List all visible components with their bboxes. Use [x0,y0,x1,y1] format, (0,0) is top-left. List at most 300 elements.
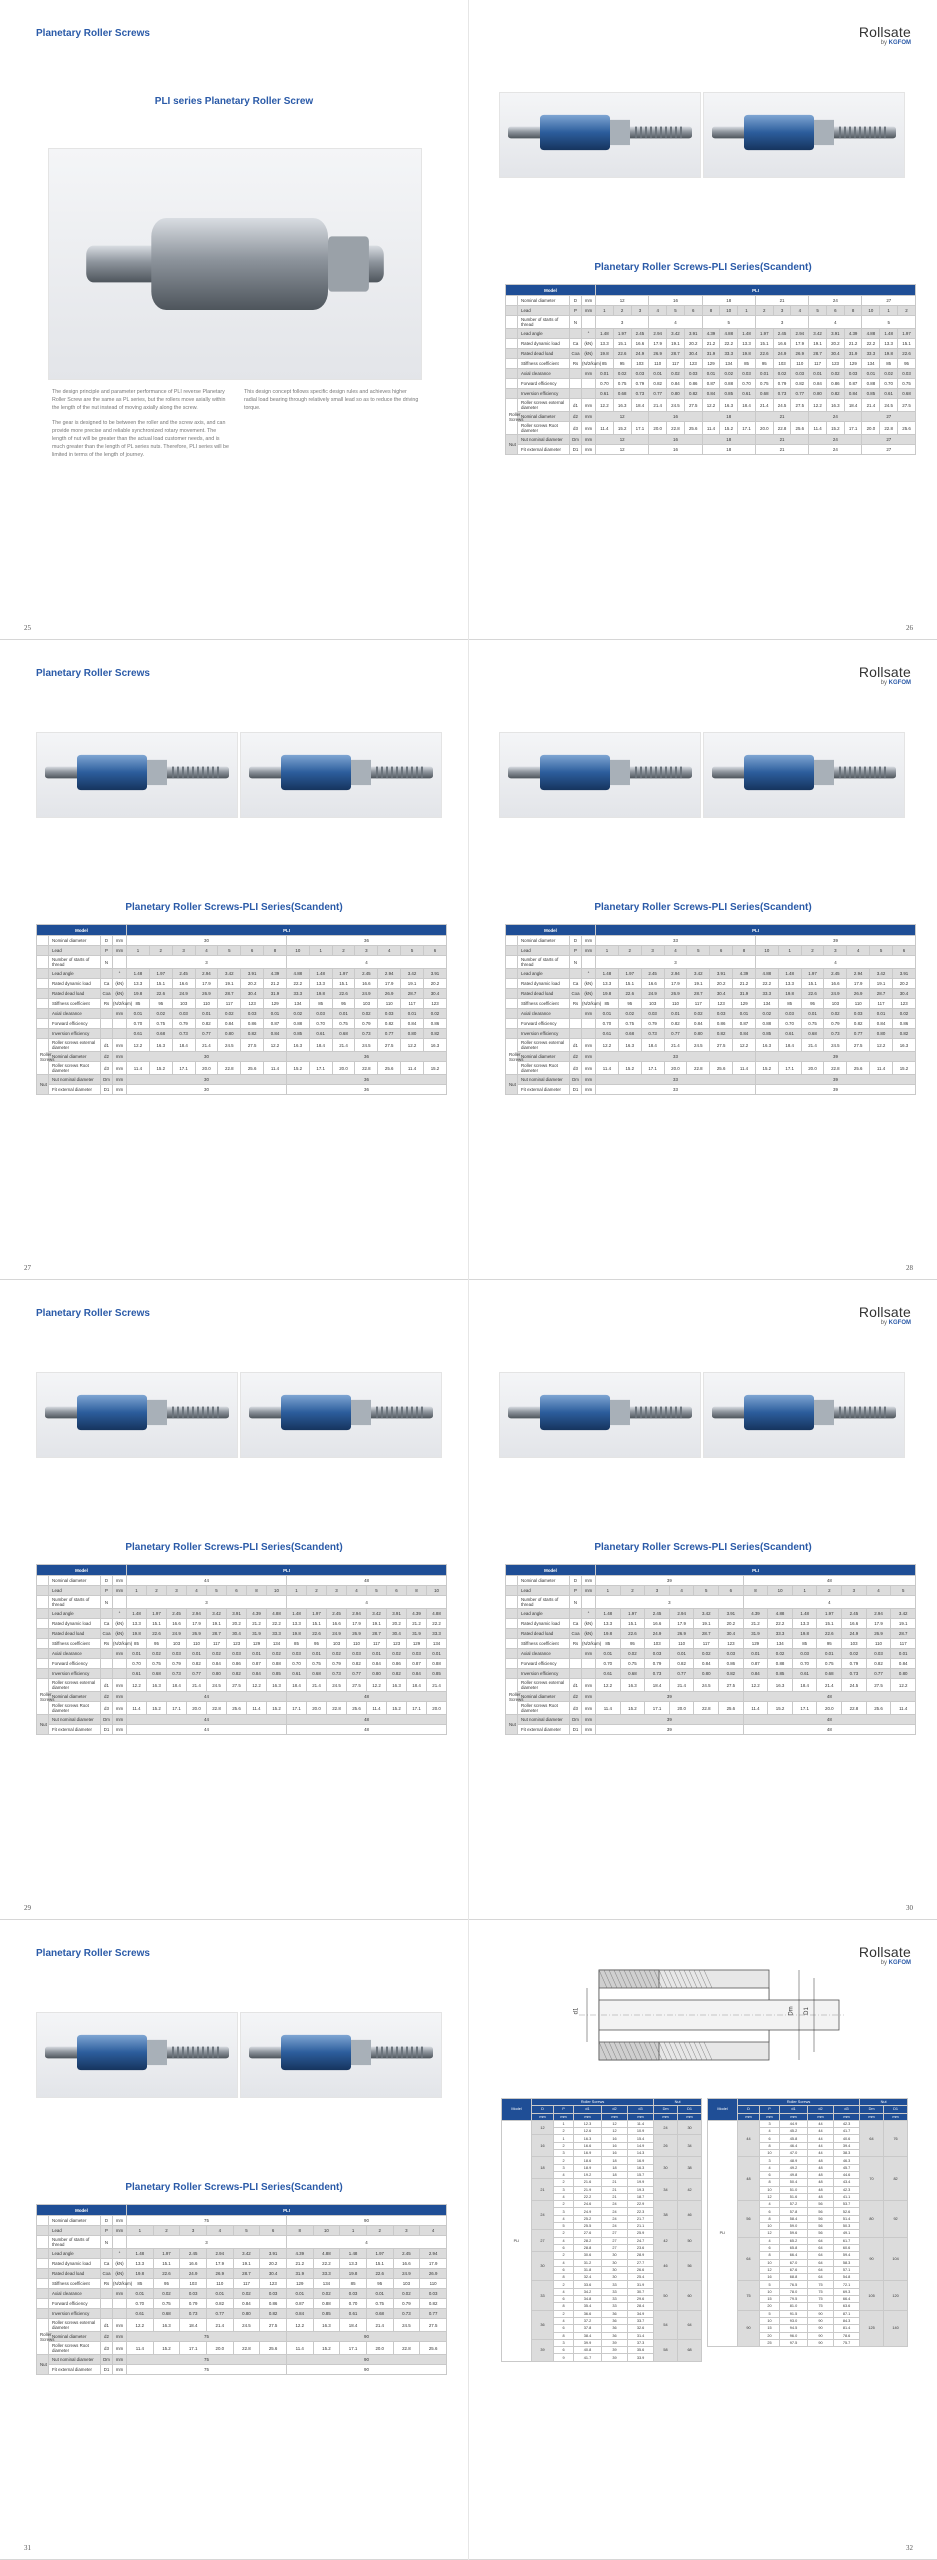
value-cell: 19.3 [628,2186,654,2193]
value-cell: 21.2 [247,1619,267,1629]
value-cell: 0.68 [332,1029,355,1039]
row-label: Lead [49,946,101,956]
nut-d1-cell: 68 [678,2339,702,2361]
row-label: Nominal diameter [518,1692,570,1702]
value-cell: 1.48 [127,969,150,979]
value-cell: 0.68 [153,2309,180,2319]
spec-row [37,1669,447,1679]
value-cell: 3.42 [218,969,241,979]
value-cell: 1 [127,2226,154,2236]
value-cell: 21.4 [206,2319,233,2332]
row-symbol [570,379,582,389]
row-symbol: Dm [570,1715,582,1725]
value-cell: 19.1 [207,1619,227,1629]
blank-cell [506,389,518,399]
diameter-cell: 24 [809,296,862,306]
value-cell: 4.39 [702,329,720,339]
value-cell: 20.2 [892,979,915,989]
value-cell: 1.97 [153,2249,180,2259]
value-cell: 21.4 [332,1039,355,1052]
header-unit: mm [884,2113,908,2120]
value-cell: 6 [554,2347,574,2354]
value-cell: 13.3 [127,979,150,989]
value-cell: 1 [596,1586,621,1596]
value-cell: 26.9 [866,1629,891,1639]
row-symbol: d1 [101,2319,113,2332]
value-cell: 0.03 [227,1649,247,1659]
spec-row [506,399,916,412]
row-label: Fit external diameter [49,1725,101,1735]
value-cell: 0.82 [387,1669,407,1679]
value-cell: 0.02 [687,1009,710,1019]
nut-section-drawing [559,1960,849,2070]
blank-cell [506,1596,518,1609]
value-cell: 0.82 [423,1029,446,1039]
value-cell: 2 [332,946,355,956]
grouped-cell: 4 [287,1596,447,1609]
value-cell: 21.4 [195,1039,218,1052]
spec-row [506,979,916,989]
value-cell: 0.84 [694,1659,719,1669]
value-cell: 41.7 [574,2354,602,2361]
row-label: Forward efficiency [49,1019,101,1029]
value-cell: 0.03 [180,2289,207,2299]
model-cell: PLI [502,2120,532,2361]
row-symbol: N [570,316,582,329]
value-cell: 103 [773,359,791,369]
catalog-page-left [0,1920,468,2560]
value-cell: 57.2 [780,2201,808,2208]
value-cell: 17.9 [669,1619,694,1629]
group-label: Roller Screws [37,1039,49,1075]
header-symbol: D1 [678,2106,702,2113]
value-cell: 8 [760,2215,780,2222]
value-cell: 17.1 [645,1702,670,1715]
value-cell: 110 [187,1639,207,1649]
row-symbol: N [101,2236,113,2249]
row-label: Nut nominal diameter [49,1075,101,1085]
value-cell: 32.6 [628,2325,654,2332]
value-cell: 27.7 [628,2259,654,2266]
row-label: Number of starts of thread [518,316,570,329]
value-cell: 25.6 [378,1062,401,1075]
value-cell: 0.03 [719,1649,744,1659]
value-cell: 16.3 [286,1039,309,1052]
value-cell: 0.79 [641,1019,664,1029]
value-cell: 3 [172,946,195,956]
value-cell: 6 [719,1586,744,1596]
blank-cell [37,2259,49,2269]
value-cell: 17.1 [167,1702,187,1715]
value-cell: 64 [808,2237,834,2244]
page-number: 25 [24,624,31,632]
value-cell: 0.80 [667,389,685,399]
row-unit: mm [113,2226,127,2236]
value-cell: 6 [760,2208,780,2215]
value-cell: 0.68 [898,389,916,399]
row-symbol: d3 [570,1062,582,1075]
row-label: Stiffness coefficient [518,999,570,1009]
row-unit: (kN) [113,1619,127,1629]
value-cell: 0.77 [206,2309,233,2319]
spec-row [37,1692,447,1702]
value-cell: 0.02 [618,1009,641,1019]
value-cell: 3.91 [892,969,915,979]
value-cell: 12.2 [286,2319,313,2332]
value-cell: 12 [760,2266,780,2273]
value-cell: 16.3 [153,2319,180,2332]
value-cell: 0.77 [664,1029,687,1039]
value-cell: 0.02 [826,369,844,379]
value-cell: 30.6 [574,2252,602,2259]
value-cell: 4 [187,1586,207,1596]
value-cell: 22.2 [313,2259,340,2269]
value-cell: 28.8 [574,2244,602,2251]
value-cell: 3.42 [367,1609,387,1619]
value-cell: 94.5 [780,2325,808,2332]
blank-cell [506,1619,518,1629]
value-cell: 0.86 [241,1019,264,1029]
spec-row [506,1649,916,1659]
value-cell: 10 [755,946,778,956]
value-cell: 0.03 [340,2289,367,2299]
value-cell: 35.6 [628,2347,654,2354]
value-cell: 110 [847,999,870,1009]
value-cell: 49.1 [834,2230,860,2237]
row-symbol: Dm [101,2355,113,2365]
row-unit: mm [113,2216,127,2226]
value-cell: 12 [760,2230,780,2237]
row-label: Rated dynamic load [518,1619,570,1629]
nut-dm-cell: 105 [860,2281,884,2310]
value-cell: 25.9 [628,2230,654,2237]
table-row [502,2230,702,2237]
value-cell: 52.6 [834,2208,860,2215]
value-cell: 20.2 [710,979,733,989]
spec-header-model: Model [37,1565,127,1576]
row-label: Lead [49,1586,101,1596]
spec-row [506,422,916,435]
value-cell: 0.80 [687,1029,710,1039]
value-cell: 17.1 [641,1062,664,1075]
value-cell: 17.1 [287,1702,307,1715]
catalog-page-right [469,640,937,1280]
value-cell: 10.9 [628,2128,654,2135]
value-cell: 0.88 [267,1659,287,1669]
value-cell: 2.45 [393,2249,420,2259]
table-row [708,2237,908,2244]
value-cell: 30.4 [260,2269,287,2279]
value-cell: 24 [602,2223,628,2230]
row-symbol: Coa [570,989,582,999]
value-cell: 19.1 [218,979,241,989]
value-cell: 1 [127,1586,147,1596]
row-symbol: d2 [570,1052,582,1062]
value-cell: 2.45 [172,969,195,979]
value-cell: 5 [401,946,424,956]
value-cell: 6 [892,946,915,956]
value-cell: 16.6 [631,339,649,349]
value-cell: 21.2 [844,339,862,349]
value-cell: 0.87 [407,1659,427,1669]
value-cell: 0.73 [167,1669,187,1679]
value-cell: 4 [669,1586,694,1596]
diameter-cell: 44 [738,2120,760,2156]
value-cell: 0.80 [367,1669,387,1679]
value-cell: 20.2 [423,979,446,989]
value-cell: 21.4 [664,1039,687,1052]
value-cell: 3 [554,2208,574,2215]
row-unit: mm [113,1725,127,1735]
value-cell: 2.94 [195,969,218,979]
blank-cell [506,999,518,1009]
row-symbol: d3 [570,1702,582,1715]
value-cell: 0.86 [387,1659,407,1669]
value-cell: 1.48 [127,1609,147,1619]
row-symbol [101,2299,113,2309]
value-cell: 19.8 [287,1629,307,1639]
value-cell: 0.70 [596,1659,621,1669]
value-cell: 39.9 [574,2339,602,2346]
value-cell: 6 [423,946,446,956]
row-label: Fit external diameter [518,445,570,455]
spec-header-series: PLI [596,1565,916,1576]
value-cell: 36 [602,2317,628,2324]
value-cell: 0.61 [127,1029,150,1039]
spec-row [506,445,916,455]
spec-row [37,2236,447,2249]
row-label: Rated dynamic load [49,1619,101,1629]
blank-cell [506,1659,518,1669]
value-cell: 21.4 [862,399,880,412]
value-cell: 16.6 [645,1619,670,1629]
value-cell: 4 [554,2193,574,2200]
row-symbol: Ca [570,339,582,349]
value-cell: 18 [602,2157,628,2164]
value-cell: 5 [367,1586,387,1596]
spec-row [506,1629,916,1639]
value-cell: 22.8 [687,1062,710,1075]
value-cell: 6 [241,946,264,956]
value-cell: 103 [641,999,664,1009]
value-cell: 20.0 [332,1062,355,1075]
blank-cell [37,1639,49,1649]
blank-cell [37,2236,49,2249]
value-cell: 27.5 [684,399,702,412]
value-cell: 42.3 [834,2120,860,2127]
spec-row [37,2355,447,2365]
value-cell: 134 [267,1639,287,1649]
value-cell: 69.3 [834,2288,860,2295]
value-cell: 56 [808,2230,834,2237]
diameter-cell: 90 [738,2310,760,2346]
spec-row [37,1019,447,1029]
row-unit: mm [113,1702,127,1715]
value-cell: 0.82 [649,379,667,389]
value-cell: 21.2 [733,979,756,989]
value-cell: 103 [327,1639,347,1649]
blank-cell [37,2216,49,2226]
value-cell: 16.3 [826,399,844,412]
row-unit [582,1659,596,1669]
value-cell: 12.2 [127,1039,150,1052]
value-cell: 22.8 [880,422,898,435]
value-cell: 0.80 [891,1669,916,1679]
value-cell: 1.48 [127,2249,154,2259]
value-cell: 14.9 [628,2142,654,2149]
value-cell: 15.7 [628,2171,654,2178]
value-cell: 1.48 [309,969,332,979]
value-cell: 10 [760,2288,780,2295]
value-cell: 0.79 [631,379,649,389]
row-unit: (N/2/kum) [113,1639,127,1649]
grouped-cell: 4 [755,956,915,969]
value-cell: 16.3 [620,1679,645,1692]
value-cell: 123 [423,999,446,1009]
header-roller-screws: Roller Screws [738,2099,860,2106]
row-symbol: Ca [101,2259,113,2269]
value-cell: 85 [287,1639,307,1649]
value-cell: 13.3 [309,979,332,989]
row-label: Lead [518,946,570,956]
spec-row [506,946,916,956]
product-photo-left [499,92,701,178]
value-cell: 12.2 [809,399,827,412]
value-cell: 22.3 [628,2208,654,2215]
value-cell: 0.88 [286,1019,309,1029]
value-cell: 24.5 [207,1679,227,1692]
value-cell: 0.75 [366,2299,393,2309]
value-cell: 0.84 [218,1019,241,1029]
value-cell: 46.4 [780,2142,808,2149]
value-cell: 14.3 [628,2150,654,2157]
value-cell: 0.84 [264,1029,287,1039]
value-cell: 75.7 [834,2339,860,2346]
row-symbol: d3 [101,1062,113,1075]
value-cell: 3 [355,946,378,956]
value-cell: 103 [393,2279,420,2289]
value-cell: 1.97 [898,329,916,339]
value-cell: 11.4 [596,1062,619,1075]
blank-cell [37,2269,49,2279]
row-unit [113,2309,127,2319]
value-cell: 72.1 [834,2281,860,2288]
value-cell: 22.2 [427,1619,447,1629]
product-photo-left [36,1372,238,1458]
value-cell: 0.88 [427,1659,447,1669]
value-cell: 18.4 [844,399,862,412]
value-cell: 22.6 [618,989,641,999]
spec-row [506,1586,916,1596]
table-title: Planetary Roller Screws-PLI Series(Scandent) [125,1542,343,1553]
value-cell: 19.8 [596,349,614,359]
row-symbol: N [570,956,582,969]
nut-dm-cell: 80 [860,2201,884,2237]
value-cell: 0.87 [743,1659,768,1669]
value-cell: 0.68 [817,1669,842,1679]
spec-row [506,1659,916,1669]
value-cell: 0.02 [613,369,631,379]
blank-cell [37,1669,49,1679]
blank-cell [37,956,49,969]
row-label: Nominal diameter [518,1576,570,1586]
grouped-cell: 4 [286,956,446,969]
row-label: Nominal diameter [49,1052,101,1062]
value-cell: 110 [195,999,218,1009]
row-unit: mm [113,1649,127,1659]
header-unit: mm [760,2113,780,2120]
nut-d1-cell: 60 [678,2281,702,2310]
grouped-cell: 48 [743,1715,915,1725]
row-symbol: P [101,1586,113,1596]
header-unit: mm [532,2113,554,2120]
row-unit [582,1669,596,1679]
value-cell: 0.86 [710,1019,733,1029]
value-cell: 38.3 [834,2150,860,2157]
value-cell: 0.75 [307,1659,327,1669]
row-unit: (kN) [582,339,596,349]
value-cell: 18.4 [340,2319,367,2332]
value-cell: 18.7 [628,2193,654,2200]
value-cell: 110 [664,999,687,1009]
row-label: Nominal diameter [49,1576,101,1586]
value-cell: 8 [760,2252,780,2259]
value-cell: 24 [602,2215,628,2222]
nut-dm-cell: 64 [860,2120,884,2156]
value-cell: 134 [768,1639,793,1649]
value-cell: 0.70 [596,1019,619,1029]
blank-cell [37,946,49,956]
logo-by: by [880,40,887,46]
spec-row [506,389,916,399]
value-cell: 10 [313,2226,340,2236]
value-cell: 0.61 [596,1029,619,1039]
value-cell: 117 [687,999,710,1009]
row-unit: ° [113,2249,127,2259]
value-cell: 28.7 [870,989,893,999]
value-cell: 4 [554,2317,574,2324]
value-cell: 0.82 [260,2309,287,2319]
value-cell: 22.6 [332,989,355,999]
value-cell: 123 [387,1639,407,1649]
blank-cell [37,1629,49,1639]
value-cell: 24.5 [694,1679,719,1692]
value-cell: 2.45 [824,969,847,979]
value-cell: 0.82 [669,1659,694,1669]
value-cell: 19.1 [233,2259,260,2269]
value-cell: 24 [602,2208,628,2215]
value-cell: 75 [808,2296,834,2303]
row-unit: mm [582,1679,596,1692]
grouped-cell: 12 [596,445,649,455]
grouped-cell: 75 [127,2355,287,2365]
value-cell: 110 [791,359,809,369]
value-cell: 19.8 [127,1629,147,1639]
value-cell: 103 [824,999,847,1009]
value-cell: 4.39 [264,969,287,979]
value-cell: 66.4 [834,2296,860,2303]
value-cell: 20.0 [366,2342,393,2355]
grouped-cell: 21 [755,435,808,445]
body-text-left [52,388,232,466]
blank-cell [37,936,49,946]
value-cell: 16.6 [355,979,378,989]
value-cell: 3.91 [684,329,702,339]
value-cell: 1 [778,946,801,956]
value-cell: 22.6 [755,349,773,359]
value-cell: 0.01 [755,369,773,379]
row-unit: (N/2/kum) [582,1639,596,1649]
